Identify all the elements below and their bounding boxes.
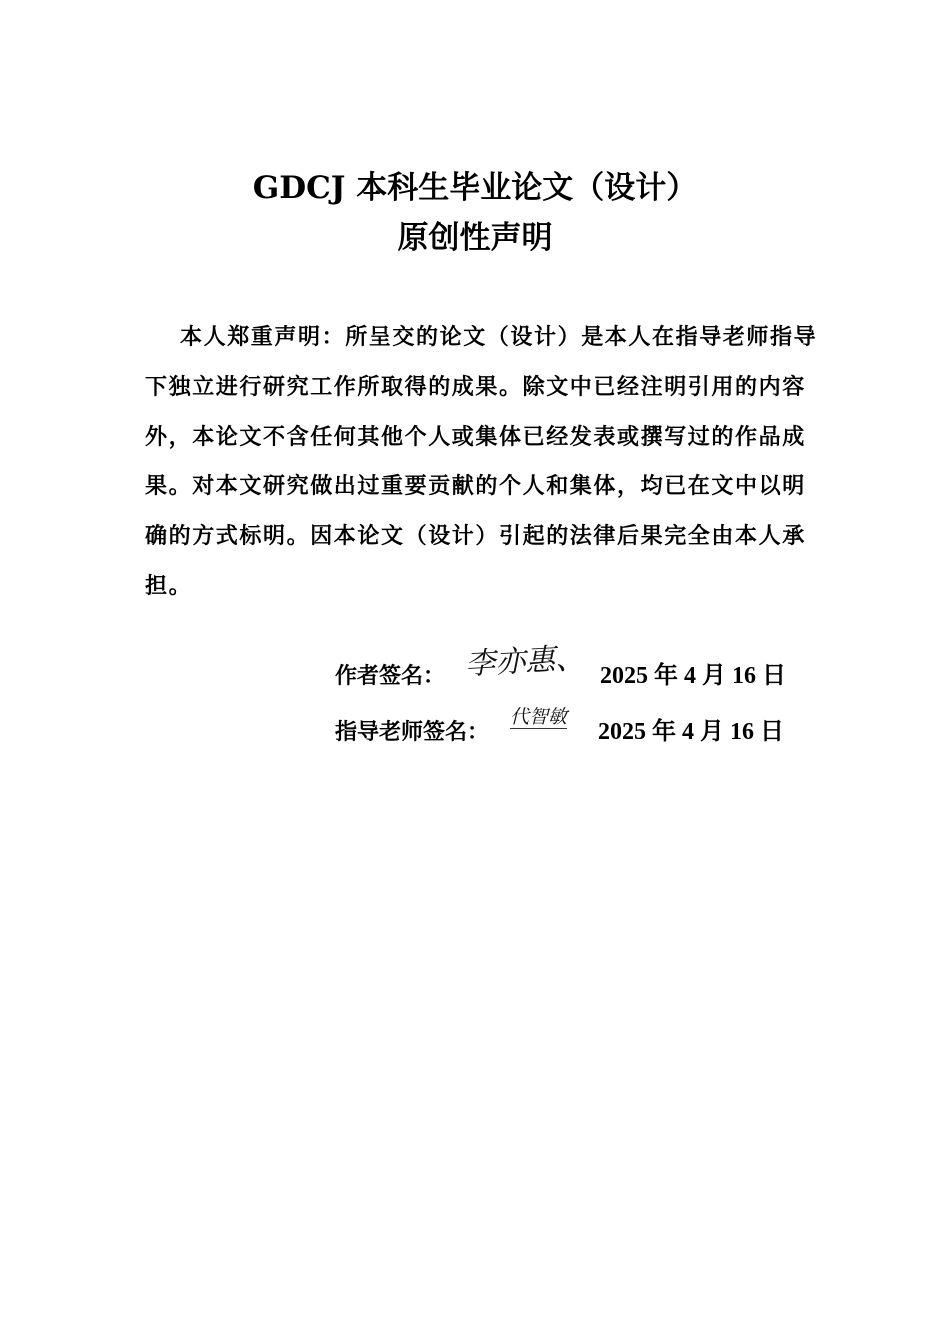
advisor-signature-label: 指导老师签名： <box>335 719 490 745</box>
body-line: 果。对本文研究做出过重要贡献的个人和集体，均已在文中以明 <box>145 473 806 499</box>
declaration-title: GDCJ 本科生毕业论文（设计） <box>252 170 698 206</box>
author-signature-label: 作者签名： <box>335 663 446 689</box>
author-signature: 李亦惠、 <box>464 640 587 683</box>
body-line: 本人郑重声明：所呈交的论文（设计）是本人在指导老师指导 <box>180 324 818 350</box>
advisor-signature: 代智敏 <box>510 706 568 728</box>
body-line: 下独立进行研究工作所取得的成果。除文中已经注明引用的内容 <box>145 374 806 400</box>
author-date: 2025 年 4 月 16 日 <box>600 663 786 689</box>
body-line: 担。 <box>145 573 193 599</box>
advisor-date: 2025 年 4 月 16 日 <box>598 719 784 745</box>
declaration-subtitle: 原创性声明 <box>397 220 553 256</box>
body-line: 确的方式标明。因本论文（设计）引起的法律后果完全由本人承 <box>145 523 806 549</box>
body-line: 外，本论文不含任何其他个人或集体已经发表或撰写过的作品成 <box>145 424 806 450</box>
